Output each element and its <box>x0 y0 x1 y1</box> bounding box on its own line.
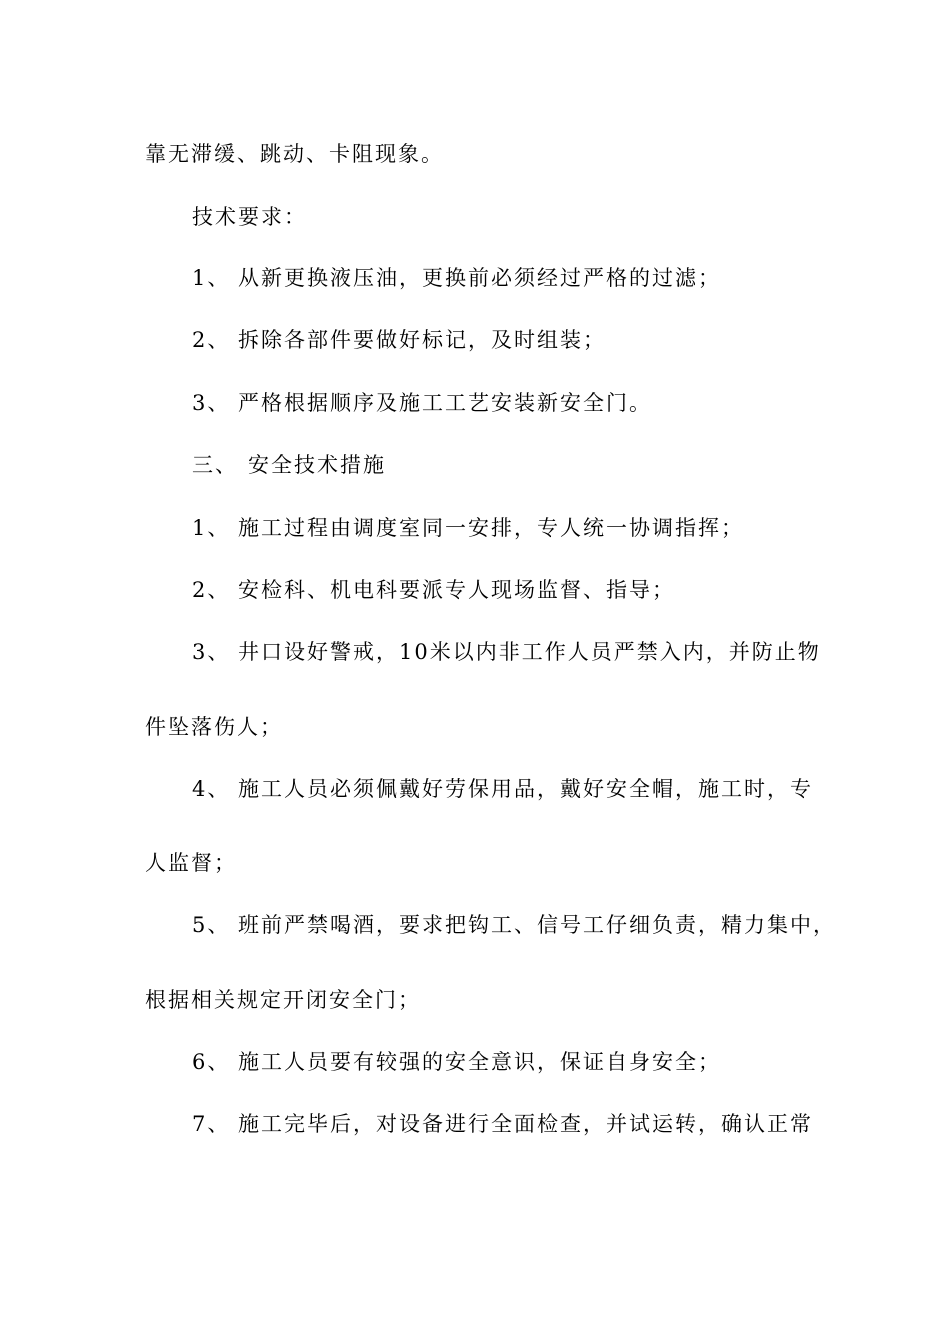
item-number: 7、 <box>192 1112 231 1136</box>
text-line <box>145 139 444 169</box>
text-line <box>145 712 283 742</box>
item-number: 2、 <box>192 578 231 602</box>
text-line <box>145 848 237 878</box>
line-text: 靠无滞缓、跳动、卡阻现象。 <box>145 142 444 166</box>
item-text: 施工人员要有较强的安全意识，保证自身安全； <box>238 1050 721 1074</box>
section-heading <box>192 450 386 480</box>
item-number: 1、 <box>192 266 231 290</box>
text-line <box>192 202 307 232</box>
item-number: 5、 <box>192 913 231 937</box>
item-number: 6、 <box>192 1050 231 1074</box>
list-item <box>192 1047 721 1077</box>
item-text: 班前严禁喝酒，要求把钩工、信号工仔细负责，精力集中， <box>238 913 836 937</box>
list-item <box>192 513 744 543</box>
section-number: 三、 <box>192 453 238 477</box>
line-text: 人监督； <box>145 851 237 875</box>
list-item <box>192 910 836 940</box>
item-text: 施工过程由调度室同一安排，专人统一协调指挥； <box>238 516 744 540</box>
item-text: 安检科、机电科要派专人现场监督、指导； <box>238 578 675 602</box>
list-item <box>192 575 675 605</box>
line-text: 件坠落伤人； <box>145 715 283 739</box>
list-item <box>192 774 813 804</box>
item-text: 从新更换液压油，更换前必须经过严格的过滤； <box>238 266 721 290</box>
list-item <box>192 263 721 293</box>
line-text: 根据相关规定开闭安全门； <box>145 988 421 1012</box>
item-number: 3、 <box>192 391 231 415</box>
text-line <box>145 985 421 1015</box>
item-text: 施工人员必须佩戴好劳保用品，戴好安全帽，施工时，专 <box>238 777 813 801</box>
section-title: 安全技术措施 <box>248 453 386 477</box>
item-text: 井口设好警戒，10米以内非工作人员严禁入内，并防止物 <box>238 640 821 664</box>
item-text: 施工完毕后，对设备进行全面检查，并试运转，确认正常 <box>238 1112 813 1136</box>
item-number: 1、 <box>192 516 231 540</box>
list-item <box>192 388 652 418</box>
list-item <box>192 637 821 667</box>
item-text: 拆除各部件要做好标记，及时组装； <box>238 328 606 352</box>
item-text: 严格根据顺序及施工工艺安装新安全门。 <box>238 391 652 415</box>
line-text: 技术要求： <box>192 205 307 229</box>
item-number: 3、 <box>192 640 231 664</box>
item-number: 2、 <box>192 328 231 352</box>
item-number: 4、 <box>192 777 231 801</box>
list-item <box>192 325 606 355</box>
list-item <box>192 1109 813 1139</box>
